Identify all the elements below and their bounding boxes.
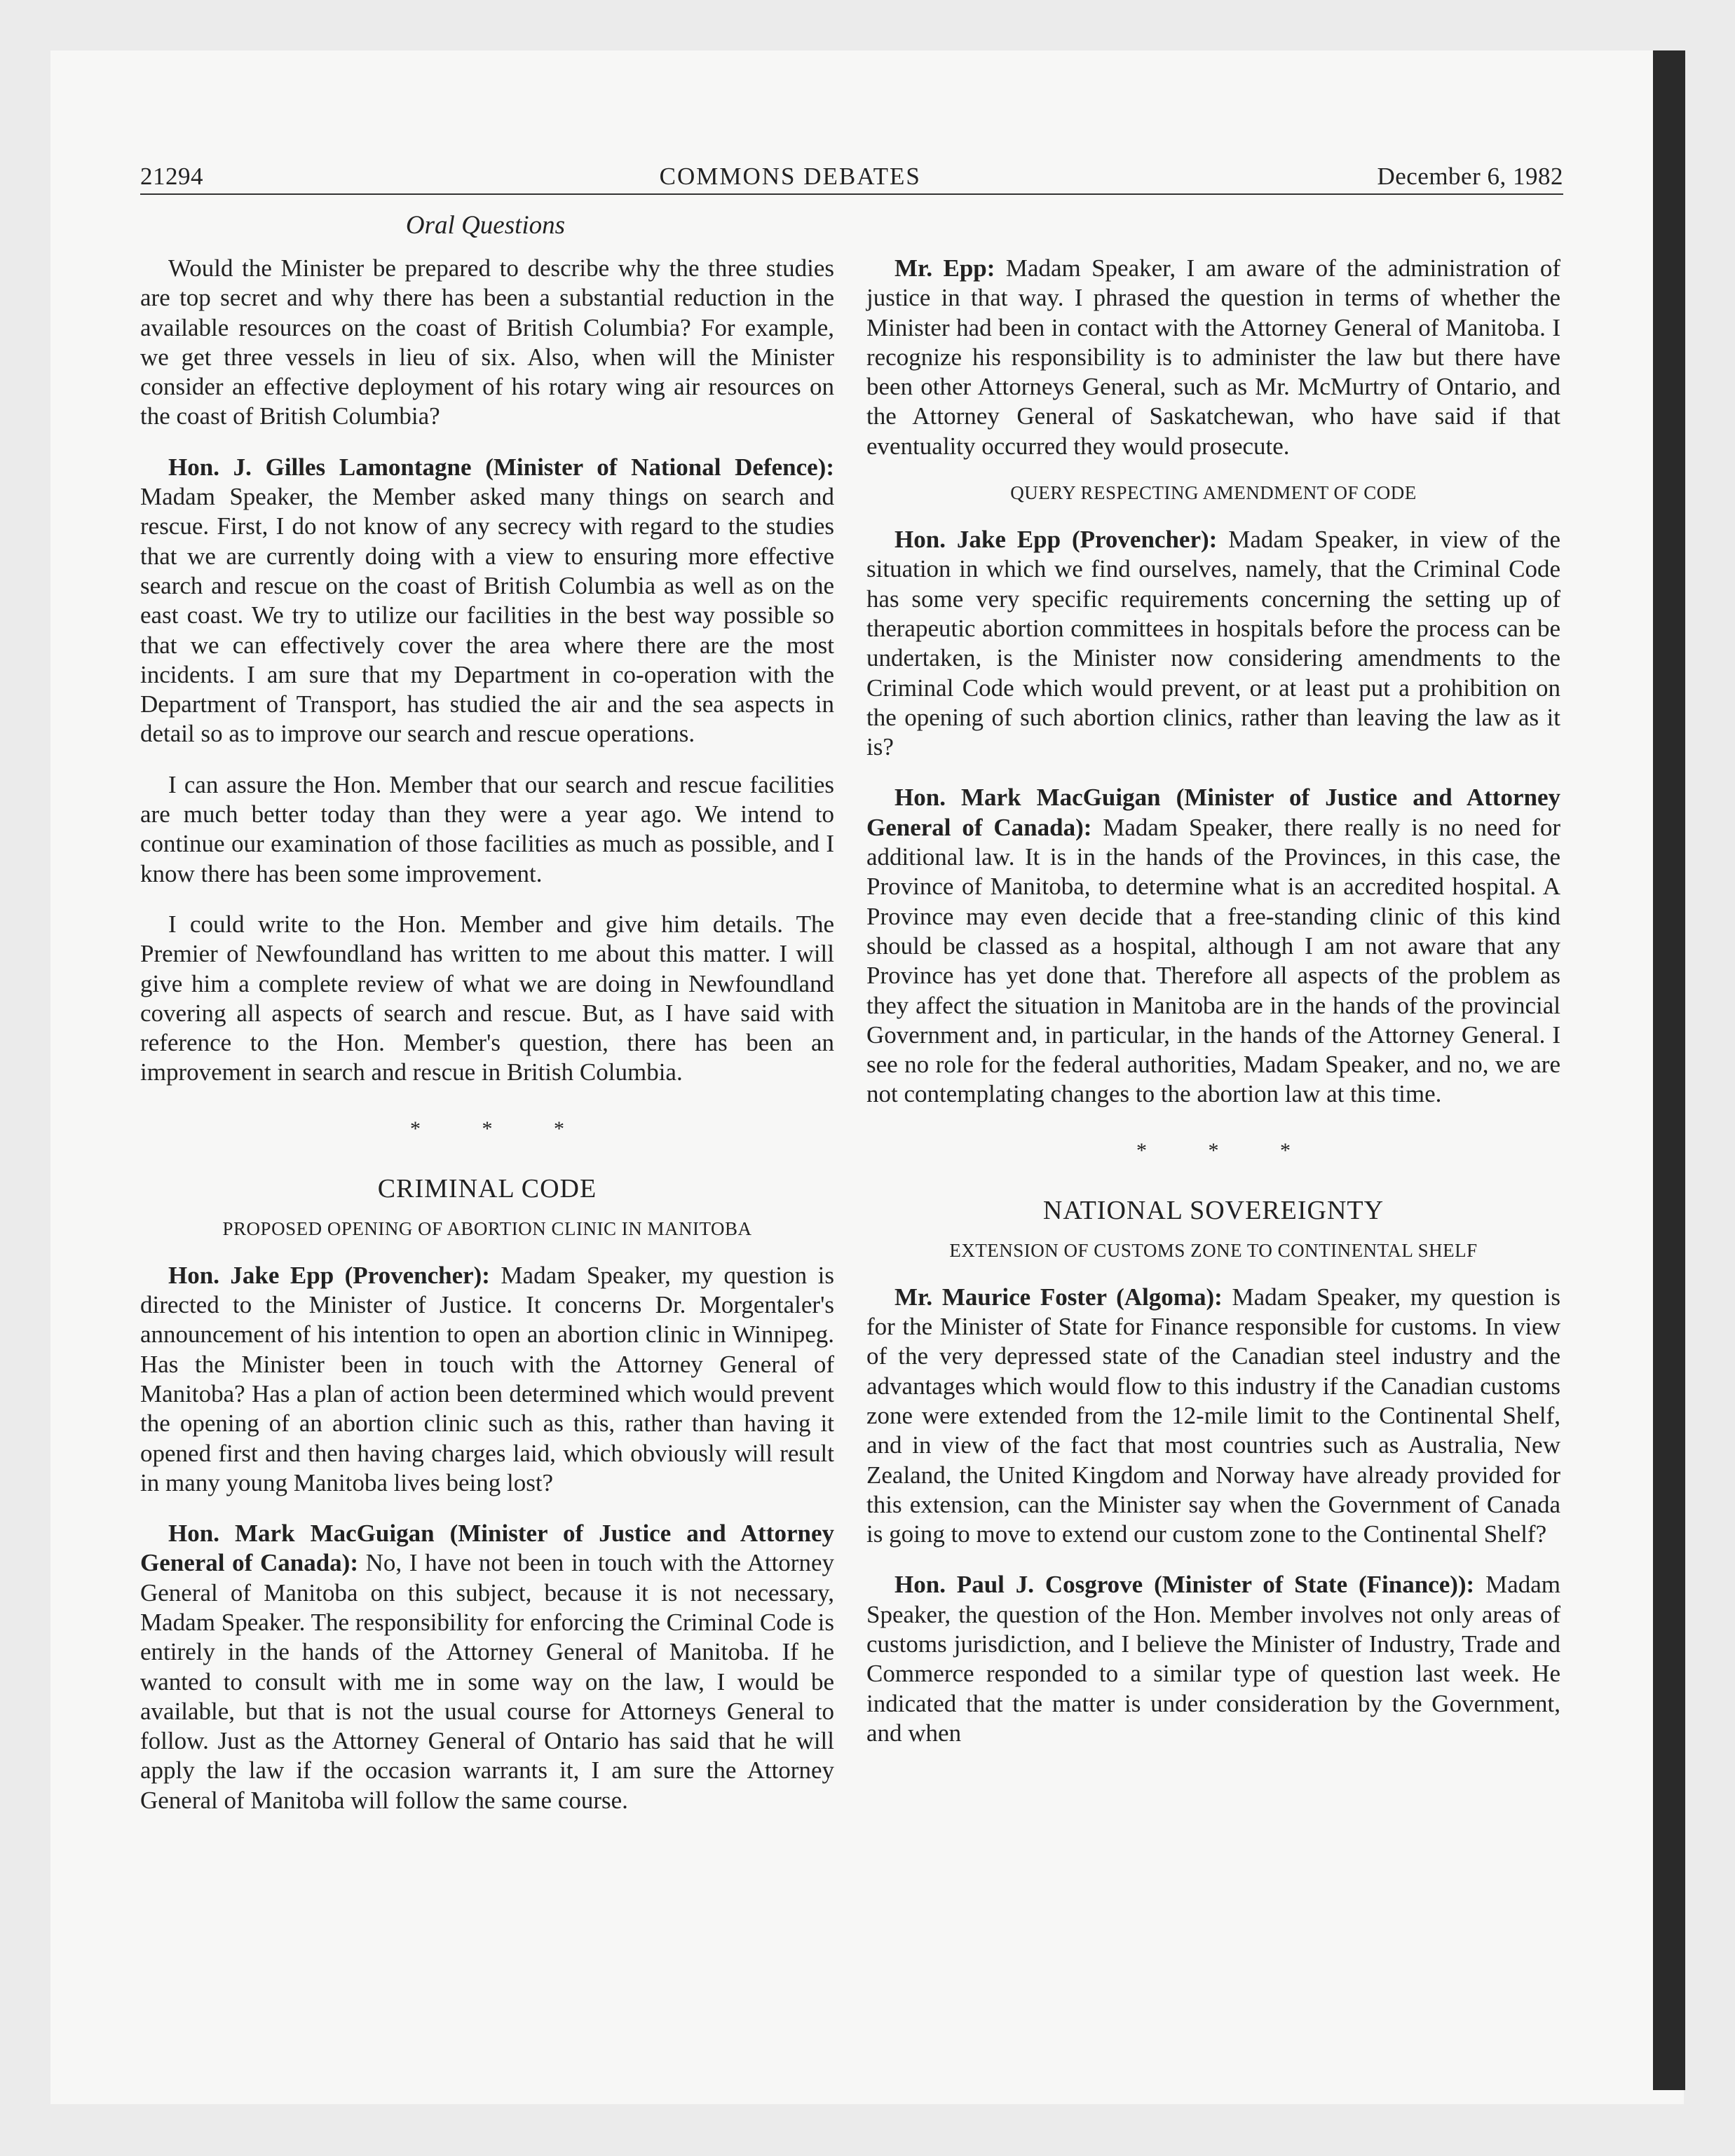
paragraph	[140, 1261, 834, 1498]
section-heading: CRIMINAL CODE	[377, 1173, 597, 1203]
section-subheading: EXTENSION OF CUSTOMS ZONE TO CONTINENTAL SHELF	[949, 1239, 1478, 1261]
speaker-name: Hon. Jake Epp (Provencher):	[894, 526, 1218, 554]
speech-text: Madam Speaker, in view of the situation in which we find ourselves, namely, that the Criminal Code has some very specific requirements concerning the setting up of therapeutic abortion committees in hospitals before the process can be undertaken, is the Minister now considering amendments to the Criminal Code which would prevent, or at least put a prohibition on the opening of such abortion clinics, rather than leaving the law as it is?	[866, 526, 1560, 761]
header-rule	[140, 193, 1563, 195]
paragraph	[140, 453, 834, 749]
speaker-name: Hon. J. Gilles Lamontagne (Minister of National Defence):	[168, 453, 834, 481]
page-header	[140, 163, 1563, 191]
issue-date: December 6, 1982	[1377, 163, 1563, 190]
publication-title: COMMONS DEBATES	[659, 163, 921, 190]
speaker-name: Hon. Mark MacGuigan (Minister of Justice and Attorney General of Canada):	[866, 784, 1560, 841]
paragraph	[866, 783, 1560, 1109]
running-head: Oral Questions	[405, 211, 566, 240]
paragraph	[866, 525, 1560, 762]
section-divider: * * *	[1136, 1138, 1319, 1162]
speech-text: Madam Speaker, I am aware of the administration of justice in that way. I phrased the question in terms of whether the Minister had been in contact with the Attorney General of Manitoba. I recognize his responsibility is to administer the law but there have been other Attorneys General, such as Mr. McMurtry of Ontario, and the Attorney General of Saskatchewan, who have said if that eventuality occurred they would prosecute.	[866, 254, 1560, 460]
paragraph: Would the Minister be prepared to describe why the three studies are top secret and why there has been a substantial reduction in the available resources on the coast of British Columbia? For example, we get three vessels in lieu of six. Also, when will the Minister consider an effective deployment of his rotary wing air resources on the coast of British Columbia?	[140, 254, 834, 430]
left-column	[140, 254, 834, 1836]
speaker-name: Hon. Mark MacGuigan (Minister of Justice and Attorney General of Canada):	[140, 1520, 834, 1577]
speech-text: Madam Speaker, the question of the Hon. Member involves not only areas of customs jurisdiction, and I believe the Minister of Industry, Trade and Commerce responded to a similar type of question last week. He indicated that the matter is under consideration by the Government, and when	[866, 1571, 1560, 1747]
speech-text: Madam Speaker, there really is no need for additional law. It is in the hands of the Provinces, in this case, the Province of Manitoba, to determine what is an accredited hospital. A Province may even decide that a free-standing clinic of this kind should be classed as a hospital, although I am not aware that any Province has yet done that. Therefore all aspects of the problem as they affect the situation in Manitoba are in the hands of the provincial Government and, in particular, in the hands of the Attorney General. I see no role for the federal authorities, Madam Speaker, and no, we are not contemplating changes to the abortion law at this time.	[866, 813, 1560, 1108]
page-number: 21294	[140, 163, 203, 190]
speaker-name: Mr. Epp:	[894, 254, 995, 282]
speaker-name: Hon. Paul J. Cosgrove (Minister of State (Finance)):	[894, 1571, 1475, 1599]
paragraph	[866, 1570, 1560, 1748]
paragraph	[866, 254, 1560, 461]
speech-text: No, I have not been in touch with the Attorney General of Manitoba on this subject, because it is not necessary, Madam Speaker. The responsibility for enforcing the Criminal Code is entirely in the hands of the Attorney General of Manitoba. If he wanted to consult with me in some way on the law, I would be available, but that is not the usual course for Attorneys General to follow. Just as the Attorney General of Ontario has said that he will apply the law if the occasion warrants it, I am sure the Attorney General of Manitoba will follow the same course.	[140, 1549, 834, 1814]
speech-text: Madam Speaker, my question is directed to the Minister of Justice. It concerns Dr. Morgentaler's announcement of his intention to open an abortion clinic in Winnipeg. Has the Minister been in touch with the Attorney General of Manitoba? Has a plan of action been determined which would prevent the opening of an abortion clinic such as this, rather than having it opened first and then having charges laid, which obviously will result in many young Manitoba lives being lost?	[140, 1261, 834, 1496]
paragraph: I can assure the Hon. Member that our search and rescue facilities are much better today than they were a year ago. We intend to continue our examination of those facilities as much as possible, and I know there has been some improvement.	[140, 770, 834, 887]
section-subheading: PROPOSED OPENING OF ABORTION CLINIC IN MANITOBA	[222, 1217, 752, 1239]
paragraph	[140, 1519, 834, 1815]
binding-edge	[1653, 50, 1685, 2090]
speaker-name: Hon. Jake Epp (Provencher):	[168, 1261, 490, 1289]
speech-text: Madam Speaker, my question is for the Minister of State for Finance responsible for customs. In view of the very depressed state of the Canadian steel industry and the advantages which would flow to this industry if the Canadian customs zone were extended from the 12-mile limit to the Continental Shelf, and in view of the fact that most countries such as Australia, New Zealand, the United Kingdom and Norway have already provided for this extension, can the Minister say when the Government of Canada is going to move to extend our custom zone to the Continental Shelf?	[866, 1283, 1560, 1548]
section-subheading: QUERY RESPECTING AMENDMENT OF CODE	[1010, 482, 1417, 504]
section-heading: NATIONAL SOVEREIGNTY	[1042, 1195, 1384, 1225]
paragraph: I could write to the Hon. Member and give him details. The Premier of Newfoundland has written to me about this matter. I will give him a complete review of what we are doing in Newfoundland covering all aspects of search and rescue. But, as I have said with reference to the Hon. Member's question, there has been an improvement in search and rescue in British Columbia.	[140, 910, 834, 1086]
right-column	[866, 254, 1560, 1769]
section-divider: * * *	[410, 1117, 592, 1140]
paragraph	[866, 1283, 1560, 1550]
speaker-name: Mr. Maurice Foster (Algoma):	[894, 1283, 1223, 1311]
speech-text: Madam Speaker, the Member asked many things on search and rescue. First, I do not know of any secrecy with regard to the studies that we are currently doing with a view to ensuring more effective search and rescue on the coast of British Columbia as well as on the east coast. We try to utilize our facilities in the best way possible so that we can effectively cover the area where there are the most incidents. I am sure that my Department in co-operation with the Department of Transport, has studied the air and the sea aspects in detail so as to improve our search and rescue operations.	[140, 483, 834, 748]
